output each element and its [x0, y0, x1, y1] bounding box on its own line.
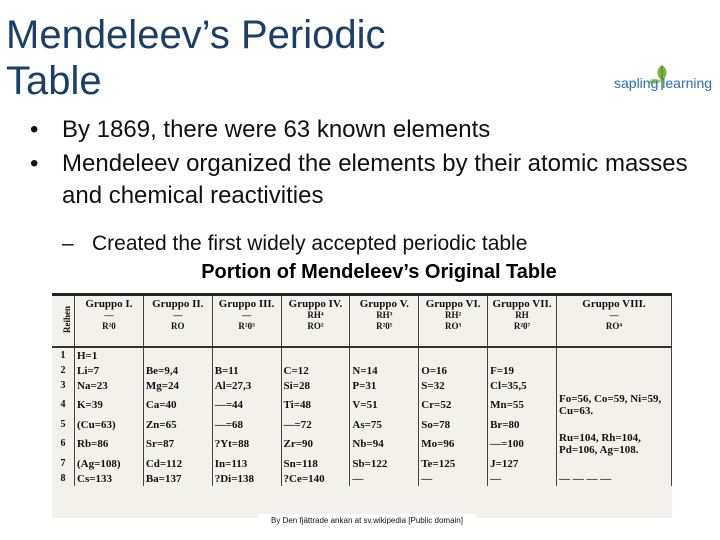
element-cell: P=31	[350, 378, 419, 393]
row-number: 5	[52, 417, 75, 432]
element-cell	[557, 347, 672, 363]
element-cell: Mo=96	[419, 432, 488, 456]
slide-title: Mendeleev’s Periodic Table	[6, 13, 386, 103]
element-cell: —=68	[212, 417, 281, 432]
element-cell: K=39	[75, 393, 144, 417]
element-cell: N=14	[350, 363, 419, 378]
element-cell: Cs=133	[75, 471, 144, 486]
element-cell: Mn=55	[488, 393, 557, 417]
group-header: Gruppo III. — R²0³	[212, 296, 281, 347]
row-number: 4	[52, 393, 75, 417]
mendeleev-table	[52, 296, 672, 486]
table-row	[52, 363, 672, 378]
element-cell: Ca=40	[143, 393, 212, 417]
element-cell: ?Yt=88	[212, 432, 281, 456]
table-row	[52, 393, 672, 417]
element-cell: Cd=112	[143, 456, 212, 471]
table-row	[52, 471, 672, 486]
element-cell: Sb=122	[350, 456, 419, 471]
table-caption: Portion of Mendeleev’s Original Table	[201, 261, 557, 283]
element-cell: Li=7	[75, 363, 144, 378]
element-cell: Zn=65	[143, 417, 212, 432]
element-cell	[419, 347, 488, 363]
table-row	[52, 456, 672, 471]
element-cell: Cr=52	[419, 393, 488, 417]
image-credit: By Den fjättrade ankan at sv.wikipedia [Public domain]	[258, 514, 476, 528]
row-number: 3	[52, 378, 75, 393]
element-cell	[212, 347, 281, 363]
element-cell: B=11	[212, 363, 281, 378]
element-cell: Na=23	[75, 378, 144, 393]
table-header-row	[52, 296, 672, 347]
element-cell: —=44	[212, 393, 281, 417]
group-header: Gruppo V. RH³ R²0⁵	[350, 296, 419, 347]
row-number: 7	[52, 456, 75, 471]
group-header: Gruppo I. — R²0	[75, 296, 144, 347]
table-row	[52, 347, 672, 363]
mendeleev-table-image	[52, 293, 672, 518]
row-number: 2	[52, 363, 75, 378]
element-cell: Si=28	[281, 378, 350, 393]
element-cell: ?Ce=140	[281, 471, 350, 486]
table-row	[52, 378, 672, 393]
element-cell: —=72	[281, 417, 350, 432]
element-cell	[488, 347, 557, 363]
element-cell: V=51	[350, 393, 419, 417]
element-cell: F=19	[488, 363, 557, 378]
sub-bullet-text: Created the first widely accepted periodic table	[92, 232, 528, 255]
element-cell: C=12	[281, 363, 350, 378]
element-cell: Nb=94	[350, 432, 419, 456]
element-cell: So=78	[419, 417, 488, 432]
element-cell: —=100	[488, 432, 557, 456]
element-cell: —	[350, 471, 419, 486]
element-cell: Ba=137	[143, 471, 212, 486]
group-header: Gruppo VI. RH² RO³	[419, 296, 488, 347]
element-cell: H=1	[75, 347, 144, 363]
element-cell	[557, 417, 672, 432]
element-cell	[143, 347, 212, 363]
element-cell: (Cu=63)	[75, 417, 144, 432]
element-cell: Zr=90	[281, 432, 350, 456]
element-cell	[350, 347, 419, 363]
group-header: Gruppo VII. RH R²0⁷	[488, 296, 557, 347]
bullet-text: By 1869, there were 63 known elements	[62, 116, 491, 143]
element-cell: —	[488, 471, 557, 486]
element-cell: S=32	[419, 378, 488, 393]
sapling-learning-logo	[612, 60, 718, 96]
logo-text: sapling learning	[614, 75, 713, 91]
element-cell: Be=9,4	[143, 363, 212, 378]
element-cell	[557, 456, 672, 471]
group-header: Gruppo II. — RO	[143, 296, 212, 347]
bullet-text: Mendeleev organized the elements by their atomic masses and chemical reactivities	[62, 150, 688, 209]
bullet-list	[28, 114, 698, 258]
group-header: Gruppo IV. RH⁴ RO²	[281, 296, 350, 347]
element-cell: Sr=87	[143, 432, 212, 456]
element-cell: In=113	[212, 456, 281, 471]
element-cell: O=16	[419, 363, 488, 378]
element-cell: Fo=56, Co=59, Ni=59, Cu=63.	[557, 393, 672, 417]
table-row	[52, 432, 672, 456]
row-number: 8	[52, 471, 75, 486]
reihen-header: Reihen	[52, 296, 75, 347]
row-number: 6	[52, 432, 75, 456]
bullet-item-organized: • Mendeleev organized the elements by their atomic masses and chemical reactivities	[30, 150, 688, 209]
element-cell: —	[419, 471, 488, 486]
element-cell: Al=27,3	[212, 378, 281, 393]
element-cell: (Ag=108)	[75, 456, 144, 471]
element-cell	[281, 347, 350, 363]
row-number: 1	[52, 347, 75, 363]
element-cell: Mg=24	[143, 378, 212, 393]
element-cell: Cl=35,5	[488, 378, 557, 393]
element-cell: Ru=104, Rh=104, Pd=106, Ag=108.	[557, 432, 672, 456]
element-cell	[557, 363, 672, 378]
sub-bullet-item: – Created the first widely accepted periodic table	[62, 232, 528, 255]
element-cell: — — — —	[557, 471, 672, 486]
element-cell: Sn=118	[281, 456, 350, 471]
element-cell: Rb=86	[75, 432, 144, 456]
bullet-item-known-elements: • By 1869, there were 63 known elements	[30, 116, 491, 143]
element-cell: ?Di=138	[212, 471, 281, 486]
element-cell: Ti=48	[281, 393, 350, 417]
element-cell	[557, 378, 672, 393]
element-cell: J=127	[488, 456, 557, 471]
table-row	[52, 417, 672, 432]
element-cell: Br=80	[488, 417, 557, 432]
table-body	[52, 347, 672, 486]
element-cell: Te=125	[419, 456, 488, 471]
element-cell: As=75	[350, 417, 419, 432]
group-header: Gruppo VIII. — RO⁴	[557, 296, 672, 347]
